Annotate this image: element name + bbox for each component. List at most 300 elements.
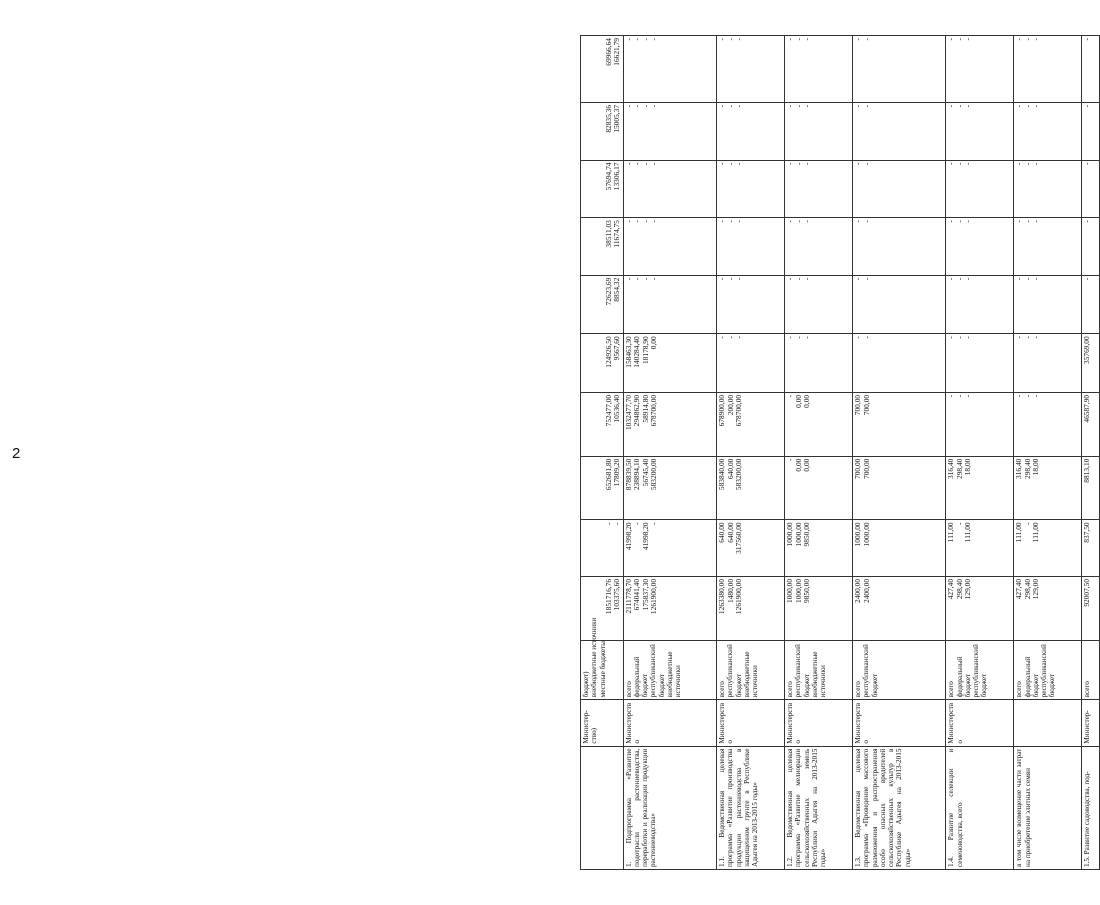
- value-line: -: [946, 38, 956, 41]
- value-line: -: [725, 162, 735, 165]
- funding-table: [580, 35, 1100, 870]
- value-line: 1000,00: [784, 522, 794, 547]
- value-line: -: [640, 104, 650, 108]
- value-line: 111,00: [963, 522, 973, 543]
- value-line: 700,00: [861, 394, 871, 416]
- table-row: [784, 36, 852, 870]
- value-line: -: [1031, 162, 1041, 165]
- value-line: -: [716, 277, 726, 281]
- value-cell: [716, 36, 784, 103]
- value-line: -: [802, 336, 812, 339]
- value-line: -: [716, 38, 726, 41]
- source-line: внебюджетные источники: [810, 651, 828, 698]
- value-line: -: [784, 277, 794, 281]
- value-line: -: [734, 336, 744, 339]
- value-line: -: [793, 162, 803, 165]
- value-line: -: [632, 38, 642, 41]
- value-line: -: [623, 162, 633, 165]
- value-cell: [1014, 456, 1082, 520]
- executor-cell: Министерство: [852, 700, 945, 746]
- value-line: -: [716, 220, 726, 223]
- value-line: -: [802, 104, 812, 108]
- value-local: 13306,17: [612, 162, 622, 191]
- value-line: -: [734, 277, 744, 281]
- value-cell: [852, 576, 945, 640]
- value-line: 0,00: [649, 336, 659, 350]
- source-line: республиканский бюджет: [726, 644, 743, 698]
- value-cell: [946, 275, 1014, 334]
- value-cell: [716, 520, 784, 577]
- value-cell: [1014, 218, 1082, 276]
- value-line: -: [963, 220, 973, 223]
- value-cell: [623, 275, 716, 334]
- value-line: -: [946, 336, 956, 339]
- value-line: 1263380,00: [716, 578, 726, 615]
- source-line: всего: [624, 681, 633, 698]
- value-cell: [784, 275, 852, 334]
- value-line: -: [725, 104, 735, 108]
- value-line: -: [1031, 38, 1041, 41]
- value-line: -: [784, 458, 794, 462]
- value-cell: [1082, 520, 1100, 577]
- value-line: 175837,30: [640, 578, 650, 611]
- value-line: 35769,00: [1082, 336, 1092, 365]
- value-line: 298,40: [1022, 458, 1032, 479]
- source-line: местные бюджеты: [598, 641, 607, 698]
- value-line: 678900,00: [716, 394, 726, 427]
- value-line: 56745,40: [640, 458, 650, 487]
- value-line: -: [640, 162, 650, 165]
- value-line: -: [802, 162, 812, 165]
- value-line: 1000,00: [852, 522, 862, 547]
- source-cell: [716, 640, 784, 700]
- value-local: 103375,60: [612, 578, 622, 611]
- value-cell: [784, 392, 852, 456]
- value-line: -: [1022, 522, 1032, 525]
- value-line: 1261900,00: [649, 578, 659, 615]
- value-cell: [946, 102, 1014, 160]
- value-line: -: [861, 220, 871, 223]
- value-line: -: [649, 220, 659, 223]
- value-line: 92007,50: [1082, 578, 1092, 607]
- executor-cell: Министерство: [946, 700, 1014, 746]
- value-line: -: [852, 336, 862, 339]
- value-cell: [1014, 160, 1082, 218]
- value-line: -: [954, 277, 964, 281]
- value-local: 9567,60: [612, 336, 622, 361]
- value-local: -: [612, 522, 622, 525]
- value-line: -: [954, 162, 964, 165]
- value-line: -: [649, 162, 659, 165]
- program-title-cell: 1.4. Развитие селекции и семеноводства, всего: [946, 746, 1014, 869]
- value-line: -: [725, 277, 735, 281]
- source-cell: [946, 640, 1014, 700]
- value-line: -: [793, 336, 803, 339]
- value-total: 57694,74: [603, 162, 613, 191]
- value-cell: [623, 36, 716, 103]
- value-cell: [716, 392, 784, 456]
- value-line: -: [1022, 336, 1032, 339]
- source-line: республиканский бюджет: [649, 644, 666, 698]
- value-total: 69966,64: [603, 38, 613, 66]
- executor-cell: Министер-ство): [581, 700, 624, 746]
- value-line: -: [725, 220, 735, 223]
- value-line: 700,00: [861, 458, 871, 479]
- value-cell: [1082, 275, 1100, 334]
- value-line: -: [861, 277, 871, 281]
- value-line: -: [623, 277, 633, 281]
- value-line: -: [640, 277, 650, 281]
- value-line: -: [1031, 277, 1041, 281]
- program-title-cell: 1.2. Ведомственная целевая программа «Развитие мелиорации сельскохозяйственных земель Республики Адыгея на 2013-2015 годы»: [784, 746, 852, 869]
- value-line: -: [946, 220, 956, 223]
- source-cell: [784, 640, 852, 700]
- value-line: -: [734, 38, 744, 41]
- value-cell: [581, 36, 624, 103]
- value-line: -: [716, 162, 726, 165]
- source-cell: [623, 640, 716, 700]
- value-line: -: [852, 104, 862, 108]
- value-line: -: [1031, 104, 1041, 108]
- value-line: -: [734, 162, 744, 165]
- value-line: -: [1014, 277, 1024, 281]
- value-line: 700,00: [852, 458, 862, 479]
- value-total: 1851716,76: [603, 578, 613, 615]
- value-line: -: [1082, 162, 1092, 165]
- value-line: 878839,50: [623, 458, 633, 491]
- value-line: 1000,00: [793, 578, 803, 603]
- value-cell: [1082, 334, 1100, 393]
- value-line: 41998,20: [640, 522, 650, 551]
- program-title-cell: 1.5. Развитие садоводства, под-: [1082, 746, 1100, 869]
- value-line: -: [852, 277, 862, 281]
- value-cell: [784, 520, 852, 577]
- value-cell: [1082, 102, 1100, 160]
- value-line: -: [623, 38, 633, 41]
- source-line: федеральный бюджет: [632, 656, 650, 698]
- value-line: -: [1014, 162, 1024, 165]
- value-line: -: [1082, 38, 1092, 41]
- value-cell: [784, 334, 852, 393]
- value-cell: [623, 102, 716, 160]
- value-line: -: [963, 336, 973, 339]
- value-line: -: [802, 38, 812, 41]
- value-cell: [784, 576, 852, 640]
- value-cell: [852, 456, 945, 520]
- value-line: 111,00: [1031, 522, 1041, 543]
- value-line: 129,00: [1031, 578, 1041, 600]
- value-line: 1032477,70: [623, 394, 633, 431]
- value-line: 1480,00: [725, 578, 735, 603]
- value-line: 583200,00: [734, 458, 744, 491]
- value-line: 58914,80: [640, 394, 650, 423]
- value-line: 9850,00: [802, 578, 812, 603]
- source-line: бюджет): [582, 671, 590, 698]
- value-line: 583200,00: [649, 458, 659, 491]
- value-line: -: [784, 38, 794, 41]
- value-line: 158463,30: [623, 336, 633, 368]
- value-line: -: [793, 38, 803, 41]
- value-cell: [784, 36, 852, 103]
- value-line: -: [623, 220, 633, 223]
- value-cell: [1014, 392, 1082, 456]
- rotated-table-container: [580, 35, 1100, 870]
- program-cell: [581, 746, 624, 869]
- source-cell: [1014, 640, 1082, 700]
- table-row: [1082, 36, 1100, 870]
- value-line: -: [946, 162, 956, 165]
- value-line: -: [963, 277, 973, 281]
- value-line: -: [1022, 394, 1032, 398]
- value-line: -: [963, 38, 973, 41]
- value-line: -: [946, 104, 956, 108]
- value-line: -: [946, 394, 956, 398]
- value-line: -: [861, 336, 871, 339]
- value-line: 1000,00: [784, 578, 794, 603]
- value-cell: [623, 160, 716, 218]
- source-cell: [581, 617, 624, 700]
- value-cell: [581, 520, 624, 577]
- value-cell: [716, 218, 784, 276]
- value-cell: [581, 334, 624, 393]
- value-line: 317560,00: [734, 522, 744, 554]
- value-cell: [581, 576, 624, 640]
- value-line: -: [1082, 220, 1092, 223]
- value-line: 0,00: [793, 394, 803, 408]
- value-line: -: [1022, 220, 1032, 223]
- value-line: 1261900,00: [734, 578, 744, 615]
- value-line: -: [734, 220, 744, 223]
- value-line: -: [802, 220, 812, 223]
- value-line: 583840,00: [716, 458, 726, 491]
- value-line: 2111778,70: [623, 578, 633, 614]
- value-line: 678700,00: [734, 394, 744, 427]
- value-cell: [716, 456, 784, 520]
- value-cell: [716, 576, 784, 640]
- value-line: -: [946, 277, 956, 281]
- value-cell: [1014, 520, 1082, 577]
- value-line: -: [1082, 104, 1092, 108]
- value-cell: [852, 275, 945, 334]
- value-line: 700,00: [852, 394, 862, 416]
- value-line: -: [861, 162, 871, 165]
- source-line: внебюджетные источники: [590, 617, 599, 698]
- value-cell: [946, 520, 1014, 577]
- value-cell: [1082, 392, 1100, 456]
- value-line: 837,50: [1082, 522, 1092, 543]
- source-line: внебюджетные источники: [666, 651, 683, 698]
- value-cell: [581, 392, 624, 456]
- source-cell: [1082, 640, 1100, 700]
- table-row: [852, 36, 945, 870]
- value-line: 111,00: [1014, 522, 1024, 543]
- value-line: 0,00: [802, 458, 812, 472]
- value-line: -: [963, 162, 973, 165]
- value-line: 316,40: [1014, 458, 1024, 479]
- value-line: 640,00: [716, 522, 726, 543]
- source-line: федеральный бюджет: [1023, 656, 1040, 698]
- value-cell: [623, 334, 716, 393]
- value-line: -: [1014, 336, 1024, 339]
- value-line: 0,00: [793, 458, 803, 472]
- value-line: 2400,00: [861, 578, 871, 603]
- value-cell: [784, 160, 852, 218]
- value-cell: [716, 102, 784, 160]
- value-line: -: [852, 38, 862, 41]
- value-line: 316,40: [946, 458, 956, 479]
- value-cell: [784, 456, 852, 520]
- value-cell: [1014, 102, 1082, 160]
- value-local: 17809,20: [612, 458, 622, 487]
- value-line: -: [784, 104, 794, 108]
- value-cell: [581, 456, 624, 520]
- value-cell: [623, 456, 716, 520]
- value-cell: [581, 160, 624, 218]
- value-line: -: [954, 220, 964, 223]
- value-line: 640,00: [725, 522, 735, 543]
- value-cell: [623, 576, 716, 640]
- value-line: -: [861, 38, 871, 41]
- value-line: -: [623, 104, 633, 108]
- value-line: 640,00: [725, 458, 735, 479]
- value-total: 752477,00: [603, 394, 613, 427]
- value-cell: [946, 218, 1014, 276]
- source-line: всего: [853, 681, 862, 698]
- value-cell: [1014, 275, 1082, 334]
- value-line: -: [954, 104, 964, 108]
- value-cell: [946, 36, 1014, 103]
- value-cell: [852, 392, 945, 456]
- value-line: 0,00: [802, 394, 812, 408]
- value-cell: [581, 275, 624, 334]
- value-total: 38511,03: [603, 220, 613, 248]
- executor-cell: Министерство: [784, 700, 852, 746]
- value-line: -: [1082, 277, 1092, 281]
- value-line: -: [784, 336, 794, 339]
- value-cell: [1082, 36, 1100, 103]
- source-line: республиканский бюджет: [862, 644, 879, 698]
- value-line: -: [632, 277, 642, 281]
- value-line: -: [640, 38, 650, 41]
- value-local: 15005,37: [612, 104, 622, 133]
- value-line: 294862,90: [632, 394, 642, 427]
- value-line: 18,00: [1031, 458, 1041, 476]
- value-line: -: [963, 394, 973, 398]
- program-title-cell: 1.1. Ведомственная целевая программа «Развитие производства продукции растениеводства в защищенном грунте в Республике Адыгея на 2013-2015 годы»: [716, 746, 784, 869]
- value-line: -: [1022, 104, 1032, 108]
- value-line: -: [802, 277, 812, 281]
- value-cell: [784, 102, 852, 160]
- value-cell: [1082, 160, 1100, 218]
- value-cell: [946, 392, 1014, 456]
- program-title-cell: 1.3. Ведомственная целевая программа «Проведение массового размножения и распространения особо опасных вредителей сельскохозяйственных культур в Республике Адыгея на 2013-2015 годы»: [852, 746, 945, 869]
- value-cell: [716, 334, 784, 393]
- value-cell: [852, 36, 945, 103]
- value-line: -: [954, 38, 964, 41]
- value-line: -: [1014, 220, 1024, 223]
- value-line: -: [954, 394, 964, 398]
- source-line: республиканский бюджет: [972, 644, 989, 698]
- value-line: -: [725, 38, 735, 41]
- table-row: [581, 36, 624, 870]
- value-line: -: [784, 220, 794, 223]
- value-line: -: [649, 38, 659, 41]
- value-cell: [946, 456, 1014, 520]
- value-line: -: [954, 336, 964, 339]
- program-title-cell: 1. Подпрограмма «Развитие подотрасли растениеводства, переработки и реализации продукции растениеводства»: [623, 746, 716, 869]
- value-cell: [852, 102, 945, 160]
- value-line: 2400,00: [852, 578, 862, 603]
- value-line: 1000,00: [793, 522, 803, 547]
- value-line: 298,40: [954, 458, 964, 479]
- value-cell: [852, 160, 945, 218]
- source-line: внебюджетные источники: [742, 651, 760, 698]
- value-line: -: [1014, 394, 1024, 398]
- value-line: 111,00: [946, 522, 956, 543]
- value-cell: [581, 102, 624, 160]
- value-line: -: [1022, 162, 1032, 165]
- value-line: -: [649, 104, 659, 108]
- value-total: -: [603, 522, 613, 525]
- executor-cell: Министер-: [1082, 700, 1100, 746]
- value-line: -: [632, 522, 642, 525]
- value-cell: [852, 218, 945, 276]
- value-cell: [581, 218, 624, 276]
- value-line: -: [1022, 277, 1032, 281]
- value-cell: [946, 160, 1014, 218]
- table-row: [716, 36, 784, 870]
- value-local: 16621,79: [612, 38, 622, 66]
- value-cell: [784, 218, 852, 276]
- value-cell: [1014, 334, 1082, 393]
- source-line: федеральный бюджет: [955, 656, 972, 698]
- value-line: -: [963, 104, 973, 108]
- value-line: -: [1014, 104, 1024, 108]
- value-cell: [1014, 36, 1082, 103]
- program-title-cell: в том числе возмещение части затрат на приобретение элитных семян: [1014, 746, 1082, 869]
- value-line: -: [861, 104, 871, 108]
- table-row: [623, 36, 716, 870]
- value-line: 200,00: [725, 394, 735, 416]
- value-line: 427,40: [946, 578, 956, 600]
- value-line: 298,40: [954, 578, 964, 600]
- source-line: республиканский бюджет: [1040, 644, 1057, 698]
- value-line: -: [649, 277, 659, 281]
- value-line: -: [1031, 336, 1041, 339]
- value-line: -: [1014, 38, 1024, 41]
- value-cell: [623, 520, 716, 577]
- source-line: республиканский бюджет: [794, 644, 811, 698]
- value-cell: [946, 576, 1014, 640]
- value-total: 72623,69: [603, 277, 613, 306]
- value-cell: [1014, 576, 1082, 640]
- source-line: всего: [785, 681, 794, 698]
- value-line: 1000,00: [861, 522, 871, 547]
- value-line: -: [852, 220, 862, 223]
- value-cell: [946, 334, 1014, 393]
- value-cell: [1082, 218, 1100, 276]
- value-line: -: [632, 162, 642, 165]
- value-line: -: [784, 394, 794, 398]
- value-local: 10536,40: [612, 394, 622, 423]
- value-local: 8854,32: [612, 277, 622, 302]
- value-cell: [716, 160, 784, 218]
- value-line: -: [784, 162, 794, 165]
- value-cell: [1082, 576, 1100, 640]
- source-line: всего: [1083, 681, 1092, 698]
- table-row: [1014, 36, 1082, 870]
- value-total: 652681,80: [603, 458, 613, 491]
